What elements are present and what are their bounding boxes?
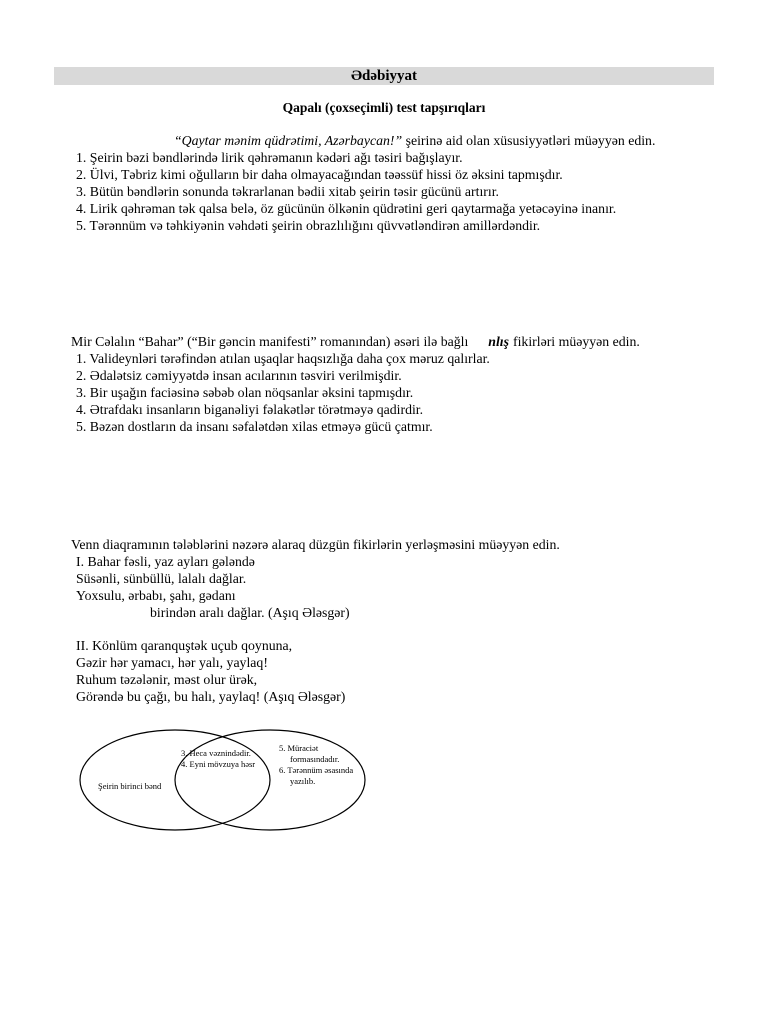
venn-right-item-4: yazılıb.: [290, 776, 316, 786]
venn-right-item-2: formasındadır.: [290, 754, 340, 764]
section-title: Ədəbiyyat: [350, 68, 418, 84]
test-subtitle: Qapalı (çoxseçimli) test tapşırıqları: [282, 100, 486, 115]
venn-right-item-1: 5. Müraciət: [279, 743, 319, 753]
q2-intro-end: fikirləri müəyyən edin.: [513, 334, 640, 349]
q1-option-1: 1. Şeirin bəzi bəndlərində lirik qəhrəmanın kədəri ağı təsiri bağışlayır.: [76, 150, 463, 165]
q1-option-2: 2. Ülvi, Təbriz kimi oğulların bir daha olmayacağından təəssüf hissi öz əksini tapmışdır.: [76, 167, 563, 182]
venn-right-item-3: 6. Tərənnüm əsasında: [279, 765, 354, 775]
q1-intro-text: şeirinə aid olan xüsusiyyətləri müəyyən edin.: [402, 133, 656, 148]
q2-intro-emphasis: nlış: [488, 334, 509, 349]
venn-middle-item-1: 3. Heca vəznindədir.: [181, 748, 251, 758]
q1-poem-title: “Qaytar mənim qüdrətimi, Azərbaycan!”: [174, 133, 403, 148]
q1-option-4: 4. Lirik qəhrəman tək qalsa belə, öz gücünün ölkənin qüdrətini geri qaytarmağa yetəcəyinə inanır.: [76, 201, 617, 216]
poem1-line-2: Süsənli, sünbüllü, lalalı dağlar.: [76, 571, 247, 586]
poem2-line-3: Ruhum təzələnir, məst olur ürək,: [76, 672, 258, 687]
q1-intro: [174, 133, 655, 149]
q2-intro-start: Mir Cəlalın “Bahar” (“Bir gəncin manifesti” romanından) əsəri ilə bağlı: [71, 334, 469, 349]
q2-intro: [71, 334, 640, 350]
poem2-line-4: Görəndə bu çağı, bu halı, yaylaq! (Aşıq Ələsgər): [76, 689, 346, 704]
section-header-bar: [54, 67, 714, 85]
q2-option-4: 4. Ətrafdakı insanların biganəliyi fəlakətlər törətməyə qadirdir.: [76, 402, 424, 417]
q3-intro: Venn diaqramının tələblərini nəzərə alaraq düzgün fikirlərin yerləşməsini müəyyən edin.: [71, 537, 560, 552]
venn-left-label: Şeirin birinci bənd: [98, 781, 162, 791]
poem1-line-4: birindən aralı dağlar. (Aşıq Ələsgər): [150, 605, 350, 620]
q2-option-2: 2. Ədalətsiz cəmiyyətdə insan acılarının təsviri verilmişdir.: [76, 368, 402, 383]
venn-middle-item-2: 4. Eyni mövzuya həsr: [181, 759, 256, 769]
q2-option-1: 1. Valideynləri tərəfindən atılan uşaqlar haqsızlığa daha çox məruz qalırlar.: [76, 351, 490, 366]
q2-option-5: 5. Bəzən dostların da insanı səfalətdən xilas etməyə gücü çatmır.: [76, 419, 433, 434]
q2-option-3: 3. Bir uşağın faciəsinə səbəb olan nöqsanlar əksini tapmışdır.: [76, 385, 414, 400]
venn-diagram: [70, 725, 380, 835]
poem2-line-2: Gəzir hər yamacı, hər yalı, yaylaq!: [76, 655, 268, 670]
poem2-line-1: II. Könlüm qaranquştək uçub qoynuna,: [76, 638, 293, 653]
q1-option-5: 5. Tərənnüm və təhkiyənin vəhdəti şeirin obrazlılığını qüvvətləndirən amillərdəndir.: [76, 218, 541, 233]
poem1-line-1: I. Bahar fəsli, yaz ayları gələndə: [76, 554, 255, 569]
poem1-line-3: Yoxsulu, ərbabı, şahı, gədanı: [76, 588, 236, 603]
q1-option-3: 3. Bütün bəndlərin sonunda təkrarlanan bədii xitab şeirin təsir gücünü artırır.: [76, 184, 499, 199]
